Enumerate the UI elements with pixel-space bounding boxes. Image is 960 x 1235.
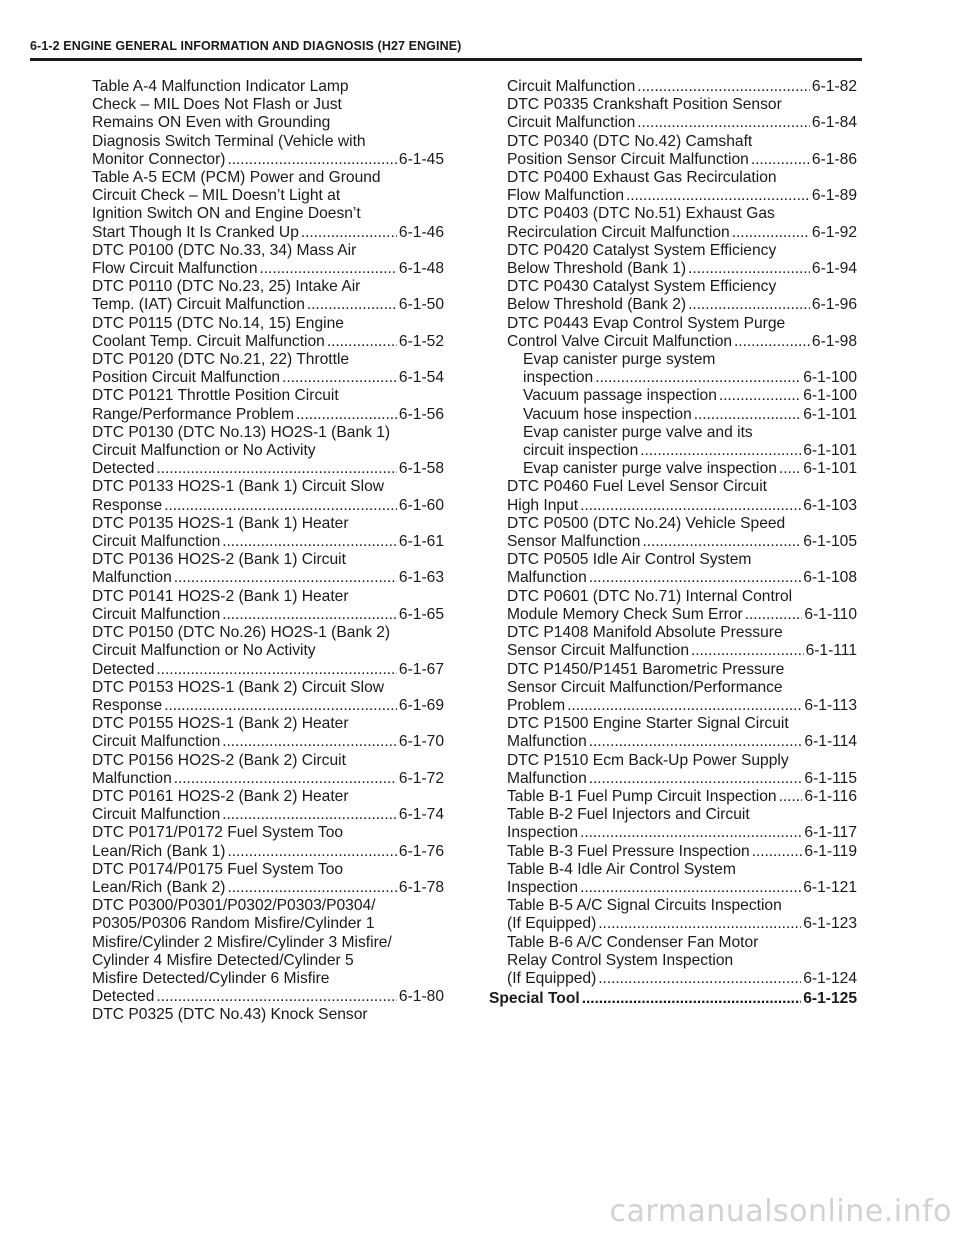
toc-entry-text: DTC P0420 Catalyst System Efficiency bbox=[507, 241, 777, 259]
toc-entry bbox=[92, 824, 444, 860]
toc-entry bbox=[92, 278, 444, 314]
toc-page-number: 6-1-98 bbox=[811, 332, 857, 350]
toc-entry-text: DTC P0150 (DTC No.26) HO2S-1 (Bank 2) bbox=[92, 624, 391, 642]
toc-entry-text: Coolant Temp. Circuit Malfunction bbox=[92, 332, 325, 350]
toc-entry-text: Below Threshold (Bank 1) bbox=[507, 260, 687, 278]
toc-page-number: 6-1-125 bbox=[803, 990, 857, 1008]
dot-leader bbox=[745, 606, 803, 624]
toc-entry-text: DTC P0115 (DTC No.14, 15) Engine bbox=[92, 314, 344, 332]
dot-leader bbox=[222, 533, 397, 551]
dot-leader bbox=[779, 460, 801, 478]
toc-entry-text: Detected bbox=[92, 988, 155, 1006]
toc-entry-text: Recirculation Circuit Malfunction bbox=[507, 223, 730, 241]
dot-leader bbox=[589, 569, 802, 587]
toc-entry bbox=[507, 387, 857, 405]
toc-page-number: 6-1-45 bbox=[398, 150, 444, 168]
toc-entry-text: Evap canister purge system bbox=[523, 351, 716, 369]
toc-entry-text: Remains ON Even with Grounding bbox=[92, 114, 331, 132]
dot-leader bbox=[301, 224, 397, 242]
dot-leader bbox=[734, 333, 810, 351]
header-rule bbox=[30, 58, 862, 61]
toc-entry-text: DTC P0141 HO2S-2 (Bank 1) Heater bbox=[92, 587, 349, 605]
toc-entry bbox=[507, 478, 857, 514]
dot-leader bbox=[595, 369, 801, 387]
dot-leader bbox=[282, 369, 397, 387]
dot-leader bbox=[751, 151, 810, 169]
toc-entry-text: DTC P0155 HO2S-1 (Bank 2) Heater bbox=[92, 715, 349, 733]
toc-entry-special-tool bbox=[489, 990, 857, 1008]
toc-column-right bbox=[489, 78, 857, 1008]
toc-entry-text: Check – MIL Does Not Flash or Just bbox=[92, 96, 342, 114]
toc-entry-text: Evap canister purge valve inspection bbox=[523, 460, 777, 478]
dot-leader bbox=[694, 406, 802, 424]
toc-entry-text: DTC P0340 (DTC No.42) Camshaft bbox=[507, 132, 753, 150]
toc-page-number: 6-1-114 bbox=[804, 733, 857, 751]
toc-entry-text: inspection bbox=[523, 369, 594, 387]
dot-leader bbox=[222, 733, 397, 751]
toc-entry-text: DTC P0156 HO2S-2 (Bank 2) Circuit bbox=[92, 751, 346, 769]
toc-entry-text: circuit inspection bbox=[523, 442, 639, 460]
toc-entry bbox=[507, 96, 857, 132]
toc-entry-text: DTC P0133 HO2S-1 (Bank 1) Circuit Slow bbox=[92, 478, 385, 496]
toc-entry bbox=[507, 315, 857, 351]
toc-entry-text: Circuit Malfunction bbox=[507, 114, 636, 132]
toc-entry bbox=[92, 897, 444, 1006]
toc-entry bbox=[507, 551, 857, 587]
dot-leader bbox=[260, 260, 397, 278]
dot-leader bbox=[626, 187, 810, 205]
toc-entry-text: Special Tool bbox=[489, 990, 580, 1008]
toc-entry-text: Inspection bbox=[507, 878, 579, 896]
dot-leader bbox=[598, 970, 801, 988]
toc-entry-text: Misfire Detected/Cylinder 6 Misfire bbox=[92, 969, 330, 987]
toc-page-number: 6-1-115 bbox=[804, 769, 857, 787]
toc-entry bbox=[92, 551, 444, 587]
dot-leader bbox=[779, 788, 803, 806]
toc-entry-text: Circuit Malfunction or No Activity bbox=[92, 442, 316, 460]
dot-leader bbox=[227, 151, 396, 169]
toc-page-number: 6-1-48 bbox=[398, 260, 444, 278]
toc-entry-text: DTC P0135 HO2S-1 (Bank 1) Heater bbox=[92, 514, 349, 532]
dot-leader bbox=[582, 990, 802, 1008]
toc-entry bbox=[92, 715, 444, 751]
toc-page-number: 6-1-60 bbox=[398, 496, 444, 514]
toc-page-number: 6-1-72 bbox=[398, 769, 444, 787]
toc-entry-text: Range/Performance Problem bbox=[92, 405, 294, 423]
toc-entry-text: Sensor Circuit Malfunction/Performance bbox=[507, 678, 783, 696]
toc-entry-text: DTC P0601 (DTC No.71) Internal Control bbox=[507, 587, 793, 605]
toc-entry bbox=[507, 843, 857, 861]
toc-entry-text: Position Sensor Circuit Malfunction bbox=[507, 150, 749, 168]
toc-entry bbox=[92, 624, 444, 679]
toc-page-number: 6-1-78 bbox=[398, 878, 444, 896]
toc-entry bbox=[507, 515, 857, 551]
dot-leader bbox=[752, 843, 803, 861]
toc-entry bbox=[507, 278, 857, 314]
dot-leader bbox=[227, 843, 396, 861]
toc-entry-text: Circuit Check – MIL Doesn’t Light at bbox=[92, 187, 341, 205]
dot-leader bbox=[688, 260, 810, 278]
toc-page-number: 6-1-70 bbox=[398, 733, 444, 751]
toc-entry bbox=[507, 624, 857, 660]
toc-entry-text: DTC P0136 HO2S-2 (Bank 1) Circuit bbox=[92, 551, 346, 569]
dot-leader bbox=[719, 387, 801, 405]
toc-page-number: 6-1-67 bbox=[398, 660, 444, 678]
running-header: 6-1-2 ENGINE GENERAL INFORMATION AND DIAGNOSIS (H27 ENGINE) bbox=[30, 39, 462, 53]
toc-page-number: 6-1-101 bbox=[803, 460, 857, 478]
toc-page-number: 6-1-92 bbox=[811, 223, 857, 241]
toc-entry bbox=[507, 169, 857, 205]
toc-page-number: 6-1-65 bbox=[398, 605, 444, 623]
toc-entry bbox=[92, 861, 444, 897]
toc-entry-text: DTC P0110 (DTC No.23, 25) Intake Air bbox=[92, 278, 361, 296]
dot-leader bbox=[227, 879, 396, 897]
toc-entry-text: DTC P0171/P0172 Fuel System Too bbox=[92, 824, 344, 842]
toc-entry-text: Lean/Rich (Bank 1) bbox=[92, 842, 226, 860]
dot-leader bbox=[307, 296, 397, 314]
toc-entry-text: Table B-1 Fuel Pump Circuit Inspection bbox=[507, 787, 777, 805]
toc-entry-text: DTC P0443 Evap Control System Purge bbox=[507, 314, 786, 332]
toc-entry bbox=[507, 715, 857, 751]
toc-entry bbox=[92, 788, 444, 824]
toc-entry bbox=[92, 242, 444, 278]
toc-entry-text: Start Though It Is Cranked Up bbox=[92, 223, 299, 241]
toc-entry-text: Flow Circuit Malfunction bbox=[92, 260, 258, 278]
toc-entry-text: DTC P1408 Manifold Absolute Pressure bbox=[507, 624, 783, 642]
toc-entry bbox=[507, 661, 857, 716]
toc-entry-text: Circuit Malfunction bbox=[92, 533, 221, 551]
toc-entry bbox=[92, 515, 444, 551]
toc-entry-text: Circuit Malfunction bbox=[92, 733, 221, 751]
toc-page-number: 6-1-113 bbox=[804, 696, 857, 714]
dot-leader bbox=[174, 569, 397, 587]
dot-leader bbox=[580, 497, 801, 515]
toc-page-number: 6-1-54 bbox=[398, 369, 444, 387]
toc-entry bbox=[507, 406, 857, 424]
toc-entry-text: Detected bbox=[92, 460, 155, 478]
toc-entry-text: Ignition Switch ON and Engine Doesn’t bbox=[92, 205, 361, 223]
toc-entry bbox=[92, 478, 444, 514]
toc-entry-text: Table B-2 Fuel Injectors and Circuit bbox=[507, 806, 750, 824]
toc-entry-text: Vacuum passage inspection bbox=[523, 387, 717, 405]
toc-entry bbox=[507, 752, 857, 788]
toc-entry-text: Vacuum hose inspection bbox=[523, 405, 692, 423]
toc-page-number: 6-1-100 bbox=[803, 369, 857, 387]
toc-entry-text: DTC P0121 Throttle Position Circuit bbox=[92, 387, 339, 405]
toc-entry bbox=[92, 679, 444, 715]
toc-entry-text: DTC P0120 (DTC No.21, 22) Throttle bbox=[92, 351, 350, 369]
toc-entry-text: Response bbox=[92, 696, 163, 714]
toc-entry-text: Malfunction bbox=[507, 733, 587, 751]
toc-entry bbox=[507, 351, 857, 387]
toc-entry bbox=[507, 460, 857, 478]
dot-leader bbox=[164, 697, 397, 715]
toc-page-number: 6-1-117 bbox=[804, 824, 857, 842]
dot-leader bbox=[174, 770, 397, 788]
toc-page-number: 6-1-103 bbox=[803, 496, 857, 514]
toc-page-number: 6-1-52 bbox=[398, 332, 444, 350]
toc-page-number: 6-1-101 bbox=[803, 405, 857, 423]
toc-page-number: 6-1-80 bbox=[398, 988, 444, 1006]
toc-entry-text: Circuit Malfunction bbox=[92, 806, 221, 824]
toc-page-number: 6-1-82 bbox=[811, 78, 857, 95]
dot-leader bbox=[156, 460, 397, 478]
toc-entry-text: High Input bbox=[507, 496, 579, 514]
toc-page-number: 6-1-63 bbox=[398, 569, 444, 587]
toc-page-number: 6-1-61 bbox=[398, 533, 444, 551]
toc-entry-text: Circuit Malfunction or No Activity bbox=[92, 642, 316, 660]
toc-entry-text: Response bbox=[92, 496, 163, 514]
toc-entry bbox=[92, 315, 444, 351]
toc-page-number: 6-1-123 bbox=[803, 915, 857, 933]
toc-entry bbox=[92, 78, 444, 169]
toc-page-number: 6-1-116 bbox=[804, 787, 857, 805]
toc-entry-text: Flow Malfunction bbox=[507, 187, 624, 205]
toc-entry bbox=[92, 1006, 444, 1024]
toc-page-number: 6-1-105 bbox=[803, 533, 857, 551]
toc-entry bbox=[92, 351, 444, 387]
toc-page-number: 6-1-94 bbox=[811, 260, 857, 278]
toc-page-number: 6-1-100 bbox=[803, 387, 857, 405]
toc-entry bbox=[92, 424, 444, 479]
toc-page-number: 6-1-86 bbox=[811, 150, 857, 168]
dot-leader bbox=[732, 224, 810, 242]
toc-entry-text: Malfunction bbox=[507, 769, 587, 787]
dot-leader bbox=[156, 661, 397, 679]
toc-entry-text: DTC P0161 HO2S-2 (Bank 2) Heater bbox=[92, 787, 349, 805]
toc-entry-text: P0305/P0306 Random Misfire/Cylinder 1 bbox=[92, 915, 375, 933]
toc-entry-text: Evap canister purge valve and its bbox=[523, 423, 753, 441]
dot-leader bbox=[589, 733, 803, 751]
toc-entry-text: DTC P0335 Crankshaft Position Sensor bbox=[507, 96, 782, 114]
toc-page-number: 6-1-124 bbox=[803, 969, 857, 987]
dot-leader bbox=[637, 114, 810, 132]
toc-entry-text: Circuit Malfunction bbox=[507, 78, 636, 95]
dot-leader bbox=[327, 333, 397, 351]
toc-column-left bbox=[92, 78, 444, 1025]
toc-page-number: 6-1-89 bbox=[811, 187, 857, 205]
toc-entry bbox=[507, 934, 857, 989]
dot-leader bbox=[580, 824, 802, 842]
toc-entry-text: Below Threshold (Bank 2) bbox=[507, 296, 687, 314]
dot-leader bbox=[156, 988, 397, 1006]
dot-leader bbox=[637, 78, 810, 96]
toc-entry-text: DTC P0430 Catalyst System Efficiency bbox=[507, 278, 777, 296]
toc-page-number: 6-1-76 bbox=[398, 842, 444, 860]
dot-leader bbox=[567, 697, 802, 715]
dot-leader bbox=[589, 770, 803, 788]
toc-entry-text: Circuit Malfunction bbox=[92, 605, 221, 623]
toc-page-number: 6-1-108 bbox=[803, 569, 857, 587]
toc-entry-text: Detected bbox=[92, 660, 155, 678]
toc-entry-text: Table A-4 Malfunction Indicator Lamp bbox=[92, 78, 349, 95]
toc-entry-text: DTC P0100 (DTC No.33, 34) Mass Air bbox=[92, 241, 357, 259]
toc-entry-text: Temp. (IAT) Circuit Malfunction bbox=[92, 296, 305, 314]
toc-page-number: 6-1-111 bbox=[805, 642, 857, 660]
toc-entry-text: DTC P0174/P0175 Fuel System Too bbox=[92, 860, 344, 878]
toc-entry-text: DTC P0300/P0301/P0302/P0303/P0304/ bbox=[92, 897, 376, 915]
toc-entry-text: DTC P0460 Fuel Level Sensor Circuit bbox=[507, 478, 768, 496]
toc-entry-text: Problem bbox=[507, 696, 566, 714]
toc-entry-text: Misfire/Cylinder 2 Misfire/Cylinder 3 Misfire/ bbox=[92, 933, 392, 951]
toc-entry-text: DTC P0500 (DTC No.24) Vehicle Speed bbox=[507, 514, 786, 532]
toc-entry bbox=[507, 806, 857, 842]
toc-entry-text: DTC P0130 (DTC No.13) HO2S-1 (Bank 1) bbox=[92, 423, 391, 441]
toc-entry-text: Sensor Circuit Malfunction bbox=[507, 642, 690, 660]
toc-entry-text: DTC P1510 Ecm Back-Up Power Supply bbox=[507, 751, 789, 769]
toc-page-number: 6-1-56 bbox=[398, 405, 444, 423]
toc-entry bbox=[507, 242, 857, 278]
dot-leader bbox=[296, 406, 397, 424]
toc-entry bbox=[507, 424, 857, 460]
toc-page-number: 6-1-46 bbox=[398, 223, 444, 241]
toc-entry-text: Table B-5 A/C Signal Circuits Inspection bbox=[507, 897, 782, 915]
toc-entry-text: Monitor Connector) bbox=[92, 150, 226, 168]
toc-entry-text: Table B-4 Idle Air Control System bbox=[507, 860, 736, 878]
toc-entry-text: Position Circuit Malfunction bbox=[92, 369, 281, 387]
toc-entry-text: Sensor Malfunction bbox=[507, 533, 641, 551]
dot-leader bbox=[580, 879, 801, 897]
dot-leader bbox=[222, 806, 397, 824]
toc-entry-text: (If Equipped) bbox=[507, 969, 597, 987]
toc-page-number: 6-1-101 bbox=[803, 442, 857, 460]
toc-page-number: 6-1-110 bbox=[804, 605, 857, 623]
toc-entry bbox=[507, 205, 857, 241]
toc-entry-text: DTC P0153 HO2S-1 (Bank 2) Circuit Slow bbox=[92, 678, 385, 696]
toc-entry bbox=[507, 133, 857, 169]
toc-entry-text: DTC P0400 Exhaust Gas Recirculation bbox=[507, 169, 777, 187]
toc-entry-text: Table B-3 Fuel Pressure Inspection bbox=[507, 842, 750, 860]
toc-entry-text: Lean/Rich (Bank 2) bbox=[92, 878, 226, 896]
toc-entry-text: Malfunction bbox=[92, 569, 172, 587]
toc-entry-text: Diagnosis Switch Terminal (Vehicle with bbox=[92, 132, 366, 150]
dot-leader bbox=[691, 642, 804, 660]
toc-entry bbox=[507, 588, 857, 624]
toc-entry bbox=[92, 588, 444, 624]
toc-entry-text: Malfunction bbox=[507, 569, 587, 587]
toc-entry bbox=[507, 788, 857, 806]
toc-entry-text: Cylinder 4 Misfire Detected/Cylinder 5 bbox=[92, 951, 354, 969]
toc-entry-text: DTC P1500 Engine Starter Signal Circuit bbox=[507, 715, 789, 733]
toc-page-number: 6-1-69 bbox=[398, 696, 444, 714]
dot-leader bbox=[222, 606, 397, 624]
toc-page-number: 6-1-58 bbox=[398, 460, 444, 478]
toc-entry-text: Inspection bbox=[507, 824, 579, 842]
toc-entry-text: Relay Control System Inspection bbox=[507, 951, 734, 969]
toc-entry bbox=[92, 752, 444, 788]
toc-page-number: 6-1-119 bbox=[804, 842, 857, 860]
dot-leader bbox=[642, 533, 801, 551]
toc-page-number: 6-1-74 bbox=[398, 806, 444, 824]
toc-entry-text: (If Equipped) bbox=[507, 915, 597, 933]
toc-entry bbox=[507, 861, 857, 897]
toc-entry-text: DTC P0325 (DTC No.43) Knock Sensor bbox=[92, 1006, 368, 1024]
toc-entry bbox=[92, 387, 444, 423]
toc-entry bbox=[507, 897, 857, 933]
toc-entry-text: Table B-6 A/C Condenser Fan Motor bbox=[507, 933, 759, 951]
toc-page-number: 6-1-84 bbox=[811, 114, 857, 132]
toc-page-number: 6-1-121 bbox=[803, 878, 857, 896]
toc-page-number: 6-1-96 bbox=[811, 296, 857, 314]
toc-entry-text: Control Valve Circuit Malfunction bbox=[507, 332, 733, 350]
dot-leader bbox=[688, 296, 810, 314]
toc-entry bbox=[507, 78, 857, 96]
toc-entry-text: Malfunction bbox=[92, 769, 172, 787]
toc-entry-text: DTC P0403 (DTC No.51) Exhaust Gas bbox=[507, 205, 775, 223]
dot-leader bbox=[640, 442, 801, 460]
toc-entry-text: DTC P1450/P1451 Barometric Pressure bbox=[507, 660, 785, 678]
toc-entry-text: Table A-5 ECM (PCM) Power and Ground bbox=[92, 169, 381, 187]
toc-entry bbox=[92, 169, 444, 242]
watermark: carmanualsonline.info bbox=[609, 1194, 952, 1229]
dot-leader bbox=[164, 497, 397, 515]
toc-entry-text: DTC P0505 Idle Air Control System bbox=[507, 551, 752, 569]
toc-page-number: 6-1-50 bbox=[398, 296, 444, 314]
dot-leader bbox=[598, 915, 801, 933]
toc-entry-text: Module Memory Check Sum Error bbox=[507, 605, 743, 623]
